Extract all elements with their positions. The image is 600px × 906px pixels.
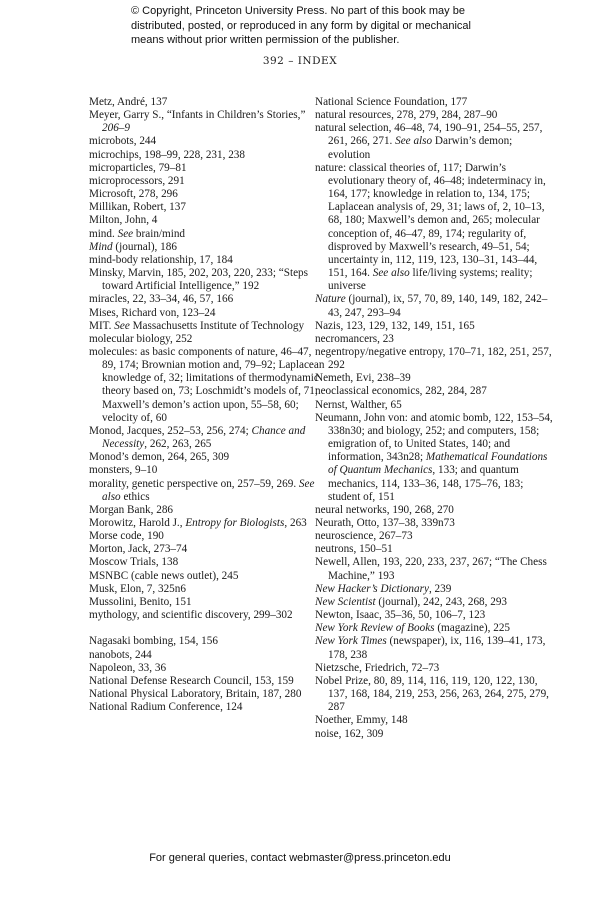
index-entry: Nernst, Walther, 65 — [315, 398, 402, 411]
index-entry: Musk, Elon, 7, 325n6 — [89, 582, 186, 595]
index-entry: mythology, and scientific discovery, 299–302 — [89, 609, 293, 622]
index-entry: neutrons, 150–51 — [315, 543, 393, 556]
index-entry: mind-body relationship, 17, 184 — [89, 253, 233, 266]
index-entry: natural selection, 46–48, 74, 190–91, 254–55, 257, 261, 266, 271. See also Darwin’s demon; evolution — [315, 122, 543, 161]
index-entry: Morse code, 190 — [89, 530, 164, 543]
index-entry: Moscow Trials, 138 — [89, 556, 179, 569]
index-entry: microparticles, 79–81 — [89, 161, 187, 174]
index-entry: Microsoft, 278, 296 — [89, 188, 178, 201]
index-entry: Monod, Jacques, 252–53, 256, 274; Chance and Necessity, 262, 263, 265 — [89, 424, 306, 451]
index-entry: MSNBC (cable news outlet), 245 — [89, 569, 239, 582]
index-entry: New York Times (newspaper), ix, 116, 139–41, 173, 178, 238 — [315, 635, 546, 661]
footer-contact: For general queries, contact webmaster@press.princeton.edu — [149, 852, 451, 864]
index-entry: mind. See brain/mind — [89, 227, 186, 240]
index-entry: National Science Foundation, 177 — [315, 96, 468, 108]
index-entry: microbots, 244 — [89, 135, 157, 148]
page-header: 392 – INDEX — [262, 55, 338, 67]
index-entry: New York Review of Books (magazine), 225 — [315, 622, 511, 635]
index-entry: morality, genetic perspective on, 257–59, 269. See also ethics — [89, 477, 315, 503]
index-entry: Mises, Richard von, 123–24 — [89, 306, 216, 319]
index-entry: neoclassical economics, 282, 284, 287 — [315, 385, 487, 398]
copyright-notice: © Copyright, Princeton University Press. No part of this book may be distributed, posted, or reproduced in any form by digital or mechanical means without prior written permission of the publisher. — [131, 5, 471, 47]
index-entry: necromancers, 23 — [315, 332, 394, 345]
index-entry: Morowitz, Harold J., Entropy for Biologists, 263 — [89, 517, 307, 529]
index-entry: neural networks, 190, 268, 270 — [315, 503, 454, 516]
index-entry: Metz, André, 137 — [89, 96, 168, 108]
index-column-left — [89, 96, 325, 714]
index-entry: Meyer, Garry S., “Infants in Children’s Stories,” 206–9 — [89, 109, 306, 135]
index-entry: microprocessors, 291 — [89, 174, 185, 187]
index-entry: monsters, 9–10 — [89, 464, 158, 477]
index-entry: neuroscience, 267–73 — [315, 530, 413, 543]
index-entry: MIT. See Massachusetts Institute of Technology — [89, 319, 305, 332]
index-entry: Neumann, John von: and atomic bomb, 122, 153–54, 338n30; and biology, 252; and computers, 158; emigration of, to United States, 140; and information, 343n28; Mathematical Foundations of Quantum Mechanics, 133; and quantum mechanics, 114, 133–36, 148, 175–76, 183; student of, 151 — [315, 411, 553, 503]
index-entry: Nietzsche, Friedrich, 72–73 — [315, 661, 440, 674]
index-entry: molecular biology, 252 — [89, 332, 193, 345]
index-entry: Mind (journal), 186 — [89, 240, 177, 253]
index-entry: negentropy/negative entropy, 170–71, 182, 251, 257, 292 — [315, 345, 552, 372]
index-entry: nanobots, 244 — [89, 648, 152, 661]
index-entry: Neurath, Otto, 137–38, 339n73 — [315, 517, 455, 529]
index-entry: nature: classical theories of, 117; Darwin’s evolutionary theory of, 46–48; indeterminacy in, 164, 177; knowledge in relation to, 134, 175; Laplacean analysis of, 29, 31; laws of, 2, 10–13, 68, 180; Maxwell’s demon and, 265; molecular conception of, 46–47, 89, 174; regularity of, disproved by Maxwell’s research, 49–51, 54; uncertainty in, 112, 119, 123, 130–31, 143–44, 151, 164. See also life/living systems; reality; universe — [315, 161, 546, 293]
index-entry: noise, 162, 309 — [315, 727, 384, 740]
index-entry: molecules: as basic components of nature, 46–47, 89, 174; Brownian motion and, 79–92; Laplacean knowledge of, 32; limitations of thermodynamic theory based on, 73; Loschmidt’s models of, 71; Maxwell’s demon’s action upon, 55–58, 60; velocity of, 60 — [89, 345, 325, 424]
index-column-right — [315, 96, 555, 741]
index-entry: Monod’s demon, 264, 265, 309 — [89, 451, 230, 464]
index-entry: New Scientist (journal), 242, 243, 268, 293 — [315, 595, 508, 608]
index-entry: Nobel Prize, 80, 89, 114, 116, 119, 120, 122, 130, 137, 168, 184, 219, 253, 256, 263, 264, 275, 279, 287 — [315, 674, 549, 714]
index-entry: National Physical Laboratory, Britain, 187, 280 — [89, 688, 302, 701]
index-entry: Morgan Bank, 286 — [89, 503, 174, 516]
index-entry: National Defense Research Council, 153, 159 — [89, 674, 294, 687]
index-entry: Minsky, Marvin, 185, 202, 203, 220, 233; “Steps toward Artificial Intelligence,” 192 — [89, 267, 308, 293]
index-entry: Millikan, Robert, 137 — [89, 201, 186, 214]
index-entry: miracles, 22, 33–34, 46, 57, 166 — [89, 293, 234, 306]
index-entry: Nagasaki bombing, 154, 156 — [89, 635, 218, 648]
index-entry: microchips, 198–99, 228, 231, 238 — [89, 148, 245, 161]
index-entry: Mussolini, Benito, 151 — [89, 595, 192, 608]
index-entry: Napoleon, 33, 36 — [89, 661, 167, 674]
index-entry: Noether, Emmy, 148 — [315, 714, 408, 727]
index-entry: Milton, John, 4 — [89, 214, 158, 227]
index-entry: National Radium Conference, 124 — [89, 701, 243, 714]
index-entry: Newell, Allen, 193, 220, 233, 237, 267; “The Chess Machine,” 193 — [315, 556, 547, 582]
index-entry: New Hacker’s Dictionary, 239 — [315, 582, 452, 595]
index-entry: Nature (journal), ix, 57, 70, 89, 140, 149, 182, 242–43, 247, 293–94 — [315, 293, 548, 319]
index-entry: Newton, Isaac, 35–36, 50, 106–7, 123 — [315, 609, 486, 622]
index-entry: Nazis, 123, 129, 132, 149, 151, 165 — [315, 319, 475, 332]
index-entry: Nemeth, Evi, 238–39 — [315, 372, 411, 385]
index-entry: natural resources, 278, 279, 284, 287–90 — [315, 109, 498, 122]
index-entry: Morton, Jack, 273–74 — [89, 543, 188, 556]
